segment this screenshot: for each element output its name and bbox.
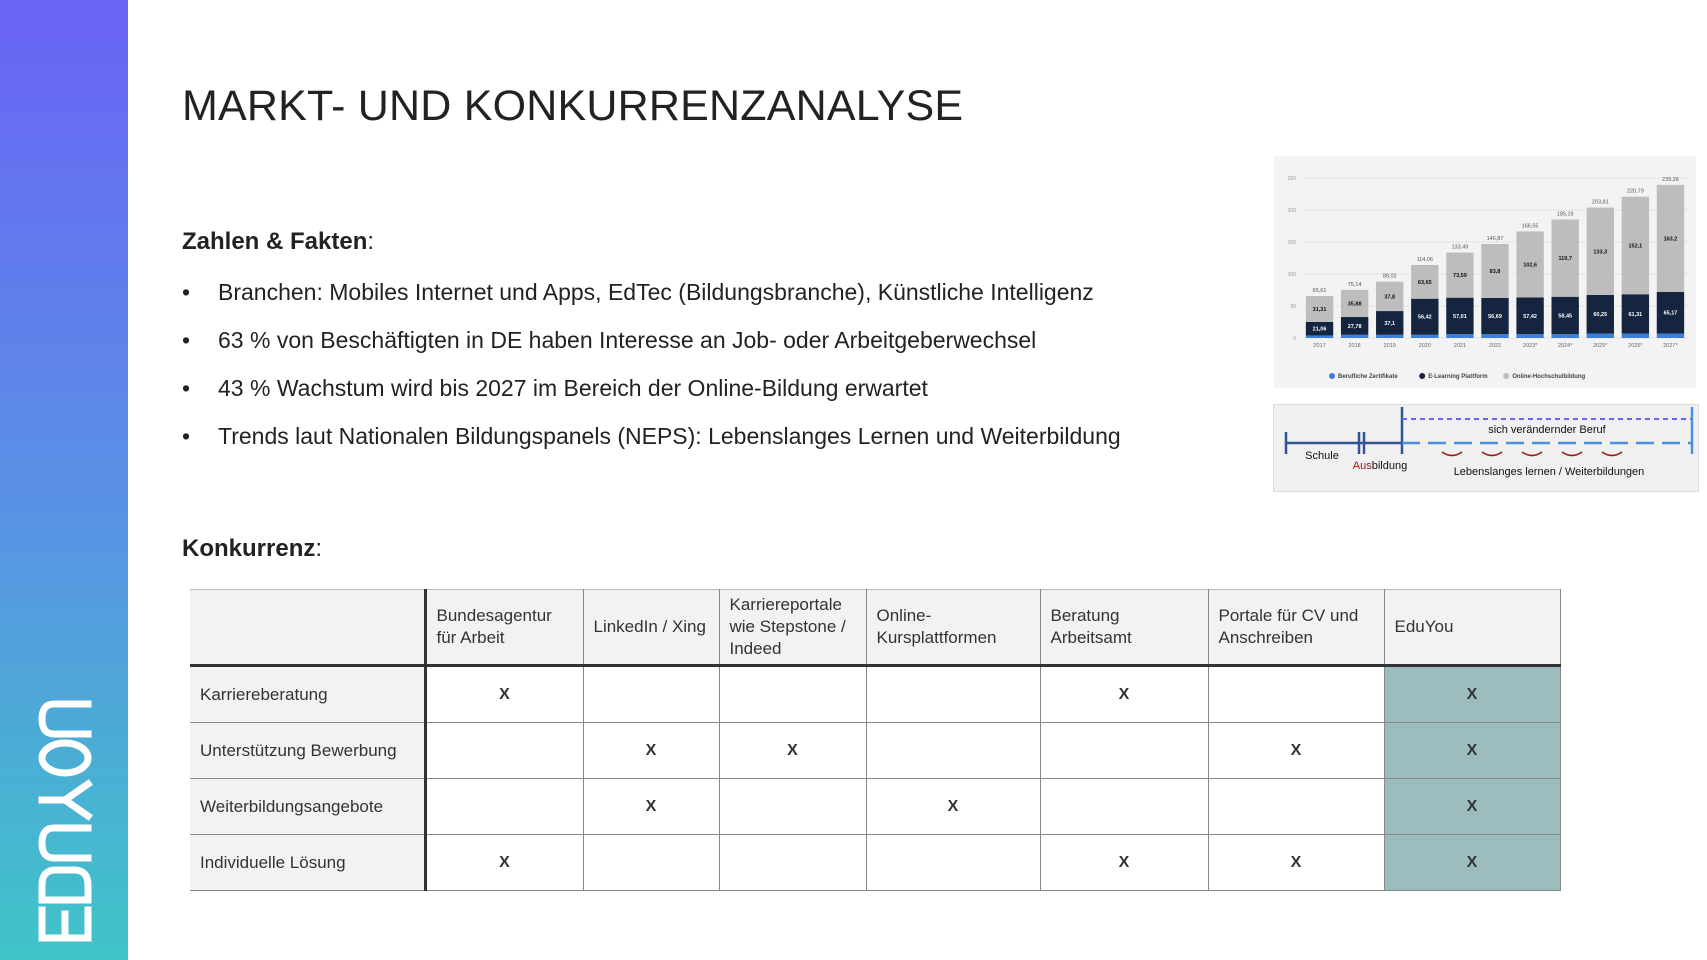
bar-berufliche-zertifikate <box>1657 334 1684 338</box>
legend-swatch <box>1419 373 1425 379</box>
table-row <box>190 723 1560 779</box>
data-label: 37,8 <box>1384 294 1396 301</box>
total-label: 65,61 <box>1312 288 1327 295</box>
y-tick-label: 100 <box>1287 272 1296 278</box>
bar-berufliche-zertifikate <box>1587 334 1614 338</box>
total-label: 185,19 <box>1556 211 1574 218</box>
table-cell-eduyou: X <box>1384 666 1560 723</box>
table-cell <box>1040 779 1208 835</box>
timeline-svg <box>1274 405 1698 491</box>
column-header: Karriereportale wie Stepstone / Indeed <box>719 590 866 666</box>
data-label: 152,1 <box>1628 243 1643 250</box>
data-label: 133,3 <box>1593 249 1608 256</box>
cycle-arrow-icon <box>1442 452 1462 456</box>
bar-berufliche-zertifikate <box>1376 335 1403 338</box>
cycle-arrows <box>1442 452 1622 456</box>
x-tick-label: 2021 <box>1453 343 1467 349</box>
table-cell <box>583 835 719 891</box>
table-row <box>190 779 1560 835</box>
competition-heading-colon: : <box>315 535 323 562</box>
y-tick-label: 250 <box>1287 176 1296 182</box>
x-tick-label: 2026* <box>1628 343 1643 349</box>
training-prefix: Aus <box>1352 460 1372 472</box>
x-tick-label: 2027* <box>1663 343 1678 349</box>
table-cell <box>425 723 583 779</box>
facts-list <box>182 278 1121 470</box>
table-cell <box>1208 779 1384 835</box>
cycle-arrow-icon <box>1562 452 1582 456</box>
table-cell <box>1040 723 1208 779</box>
fact-text: Trends laut Nationalen Bildungspanels (NEPS): Lebenslanges Lernen und Weiterbildung <box>218 423 1121 449</box>
facts-heading <box>182 228 374 256</box>
row-label: Karriereberatung <box>190 666 425 723</box>
table-cell: X <box>425 666 583 723</box>
row-label: Individuelle Lösung <box>190 835 425 891</box>
data-label: 27,78 <box>1347 323 1362 330</box>
table-cell: X <box>719 723 866 779</box>
eduyou-logo <box>30 700 100 945</box>
lifelong-label: Lebenslanges lernen / Weiterbildungen <box>1453 466 1645 478</box>
x-tick-label: 2022 <box>1488 343 1502 349</box>
total-label: 88,02 <box>1382 273 1397 280</box>
y-tick-label: 150 <box>1287 240 1296 246</box>
table-corner <box>190 590 425 666</box>
table-cell-eduyou: X <box>1384 779 1560 835</box>
data-label: 58,45 <box>1558 313 1573 320</box>
legend-swatch <box>1329 373 1335 379</box>
total-label: 75,14 <box>1347 281 1362 288</box>
table-cell <box>719 835 866 891</box>
page-title: MARKT- UND KONKURRENZANALYSE <box>182 82 964 130</box>
data-label: 61,31 <box>1628 311 1643 318</box>
lifelong-learning-timeline <box>1273 404 1699 492</box>
total-label: 220,79 <box>1626 188 1644 195</box>
training-suffix: bildung <box>1371 460 1408 472</box>
data-label: 56,42 <box>1417 314 1432 321</box>
data-label: 119,7 <box>1558 256 1572 263</box>
table-cell-eduyou: X <box>1384 835 1560 891</box>
x-tick-label: 2023* <box>1522 343 1538 349</box>
table-cell-eduyou: X <box>1384 723 1560 779</box>
table-cell <box>866 835 1040 891</box>
bullet-icon: • <box>182 327 191 353</box>
table-row <box>190 835 1560 891</box>
data-label: 73,59 <box>1453 273 1467 280</box>
table-cell: X <box>1208 835 1384 891</box>
facts-heading-colon: : <box>367 228 375 255</box>
bar-berufliche-zertifikate <box>1622 334 1649 338</box>
x-tick-label: 2025* <box>1593 343 1608 349</box>
table-cell <box>719 779 866 835</box>
data-label: 31,31 <box>1312 306 1327 313</box>
bar-berufliche-zertifikate <box>1551 334 1578 338</box>
table-cell: X <box>1040 835 1208 891</box>
table-cell: X <box>1208 723 1384 779</box>
table-cell <box>583 666 719 723</box>
table-cell: X <box>425 835 583 891</box>
bar-berufliche-zertifikate <box>1411 335 1438 338</box>
legend-label: Berufliche Zertifikate <box>1338 374 1398 380</box>
total-label: 239,26 <box>1662 176 1679 183</box>
legend-swatch <box>1503 373 1509 379</box>
column-header: LinkedIn / Xing <box>583 590 719 666</box>
school-label: Schule <box>1305 450 1339 462</box>
training-label <box>1353 460 1407 472</box>
data-label: 163,2 <box>1663 236 1678 243</box>
data-label: 65,17 <box>1663 310 1678 317</box>
competition-heading <box>182 535 322 563</box>
chart-svg <box>1274 156 1696 388</box>
list-item <box>182 326 1121 374</box>
data-label: 57,42 <box>1523 313 1537 320</box>
y-tick-label: 0 <box>1293 336 1296 342</box>
x-tick-label: 2019 <box>1383 343 1396 349</box>
facts-heading-text: Zahlen & Fakten <box>182 228 368 255</box>
bar-berufliche-zertifikate <box>1516 334 1543 338</box>
table-cell <box>1208 666 1384 723</box>
data-label: 21,06 <box>1312 326 1327 333</box>
y-tick-label: 200 <box>1287 208 1296 214</box>
fact-text: Branchen: Mobiles Internet und Apps, EdTec (Bildungsbranche), Künstliche Intelligenz <box>218 279 1094 305</box>
table-cell <box>866 666 1040 723</box>
table-cell <box>866 723 1040 779</box>
bullet-icon: • <box>182 423 191 449</box>
data-label: 102,6 <box>1523 262 1537 269</box>
fact-text: 63 % von Beschäftigten in DE haben Interesse an Job- oder Arbeitgeberwechsel <box>218 327 1037 353</box>
table-cell: X <box>583 723 719 779</box>
bar-berufliche-zertifikate <box>1341 335 1368 338</box>
total-label: 146,87 <box>1486 236 1504 243</box>
legend-label: E-Learning Plattform <box>1428 374 1488 380</box>
table-cell: X <box>583 779 719 835</box>
x-tick-label: 2020 <box>1418 343 1431 349</box>
cycle-arrow-icon <box>1602 452 1622 456</box>
table-header-row <box>190 590 1560 666</box>
total-label: 133,49 <box>1451 244 1469 251</box>
data-label: 56,69 <box>1488 314 1502 321</box>
x-tick-label: 2017 <box>1313 343 1326 349</box>
bar-berufliche-zertifikate <box>1306 335 1333 338</box>
list-item <box>182 278 1121 326</box>
career-label: sich verändernder Beruf <box>1488 424 1606 436</box>
legend-label: Online-Hochschulbildung <box>1512 374 1586 380</box>
column-header: Beratung Arbeitsamt <box>1040 590 1208 666</box>
list-item <box>182 422 1121 470</box>
total-label: 203,81 <box>1591 199 1609 206</box>
bullet-icon: • <box>182 279 191 305</box>
cycle-arrow-icon <box>1522 452 1542 456</box>
data-label: 37,1 <box>1384 320 1396 327</box>
column-header: Bundesagentur für Arbeit <box>425 590 583 666</box>
competition-table <box>190 589 1561 891</box>
brand-sidebar <box>0 0 128 960</box>
cycle-arrow-icon <box>1482 452 1502 456</box>
table-cell: X <box>866 779 1040 835</box>
table-cell <box>425 779 583 835</box>
x-tick-label: 2018 <box>1348 343 1361 349</box>
column-header: Online-Kursplattformen <box>866 590 1040 666</box>
total-label: 114,06 <box>1416 257 1434 264</box>
online-education-chart <box>1274 156 1696 388</box>
x-tick-label: 2024* <box>1557 343 1573 349</box>
bullet-icon: • <box>182 375 191 401</box>
data-label: 35,88 <box>1347 301 1362 308</box>
table-row <box>190 666 1560 723</box>
row-label: Weiterbildungsangebote <box>190 779 425 835</box>
column-header: Portale für CV und Anschreiben <box>1208 590 1384 666</box>
row-label: Unterstützung Bewerbung <box>190 723 425 779</box>
y-tick-label: 50 <box>1290 304 1296 310</box>
table-cell: X <box>1040 666 1208 723</box>
bar-berufliche-zertifikate <box>1481 334 1508 338</box>
column-header-eduyou: EduYou <box>1384 590 1560 666</box>
list-item <box>182 374 1121 422</box>
bar-berufliche-zertifikate <box>1446 334 1473 338</box>
data-label: 63,65 <box>1417 279 1432 286</box>
competition-heading-text: Konkurrenz <box>182 535 316 562</box>
total-label: 166,55 <box>1521 223 1539 230</box>
fact-text: 43 % Wachstum wird bis 2027 im Bereich der Online-Bildung erwartet <box>218 375 928 401</box>
data-label: 57,01 <box>1453 313 1467 320</box>
table-cell <box>719 666 866 723</box>
data-label: 83,8 <box>1489 268 1501 275</box>
data-label: 60,25 <box>1593 312 1608 319</box>
